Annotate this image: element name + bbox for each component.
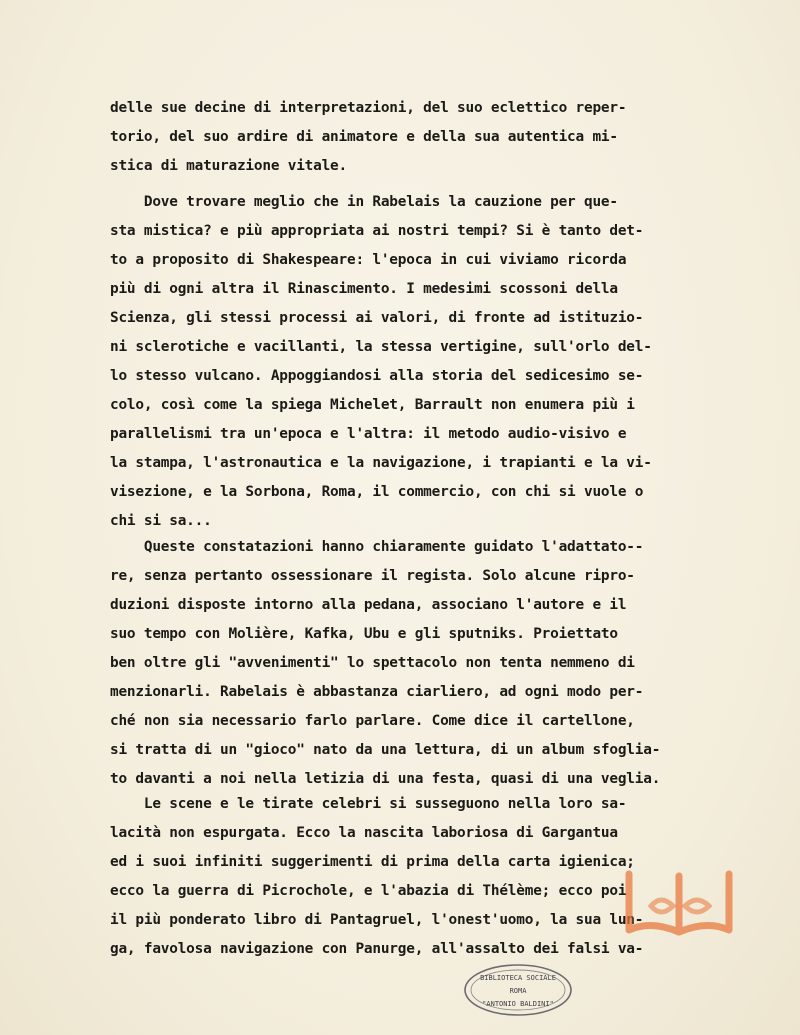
text-line: la stampa, l'astronautica e la navigazione, i trapianti e la vi- [110, 455, 652, 471]
text-line: Le scene e le tirate celebri si susseguono nella loro sa- [110, 796, 627, 812]
book-logo-icon [621, 866, 737, 942]
text-line: to a proposito di Shakespeare: l'epoca in cui viviamo ricorda [110, 252, 627, 268]
text-line: Queste constatazioni hanno chiaramente guidato l'adattato-- [110, 539, 644, 555]
text-line: re, senza pertanto ossessionare il regista. Solo alcune ripro- [110, 568, 635, 584]
stamp-line-2: ROMA [509, 987, 527, 995]
text-line: più di ogni altra il Rinascimento. I medesimi scossoni della [110, 281, 618, 297]
text-line: torio, del suo ardire di animatore e della sua autentica mi- [110, 129, 618, 145]
text-line: si tratta di un "gioco" nato da una lettura, di un album sfoglia- [110, 742, 661, 758]
text-line: lo stesso vulcano. Appoggiandosi alla storia del sedicesimo se- [110, 368, 644, 384]
text-line: ni sclerotiche e vacillanti, la stessa vertigine, sull'orlo del- [110, 339, 652, 355]
text-line: ben oltre gli "avvenimenti" lo spettacolo non tenta nemmeno di [110, 655, 635, 671]
text-line: Scienza, gli stessi processi ai valori, di fronte ad istituzio- [110, 310, 644, 326]
text-line: visezione, e la Sorbona, Roma, il commercio, con chi si vuole o [110, 484, 644, 500]
text-line: menzionarli. Rabelais è abbastanza ciarliero, ad ogni modo per- [110, 684, 644, 700]
paragraph-2 [110, 188, 720, 536]
text-line: stica di maturazione vitale. [110, 158, 347, 174]
text-line: parallelismi tra un'epoca e l'altra: il metodo audio-visivo e [110, 426, 627, 442]
text-line: delle sue decine di interpretazioni, del suo eclettico reper- [110, 100, 627, 116]
text-line: ed i suoi infiniti suggerimenti di prima della carta igienica; [110, 854, 635, 870]
stamp-line-3: "ANTONIO BALDINI" [482, 1000, 554, 1008]
text-line: sta mistica? e più appropriata ai nostri tempi? Si è tanto det- [110, 223, 644, 239]
text-line: il più ponderato libro di Pantagruel, l'onest'uomo, la sua lun- [110, 912, 644, 928]
text-line: chi si sa... [110, 513, 212, 529]
text-line: ecco la guerra di Picrochole, e l'abazia di Thélème; ecco poi [110, 883, 627, 899]
text-line: ché non sia necessario farlo parlare. Come dice il cartellone, [110, 713, 635, 729]
text-line: suo tempo con Molière, Kafka, Ubu e gli sputniks. Proiettato [110, 626, 618, 642]
text-line: lacità non espurgata. Ecco la nascita laboriosa di Gargantua [110, 825, 618, 841]
text-line: duzioni disposte intorno alla pedana, associano l'autore e il [110, 597, 627, 613]
paragraph-1 [110, 94, 720, 181]
text-line: Dove trovare meglio che in Rabelais la cauzione per que- [110, 194, 618, 210]
text-line: colo, così come la spiega Michelet, Barrault non enumera più i [110, 397, 635, 413]
text-line: ga, favolosa navigazione con Panurge, all'assalto dei falsi va- [110, 941, 644, 957]
paragraph-3 [110, 533, 720, 794]
stamp-line-1: BIBLIOTECA SOCIALE [480, 974, 556, 982]
library-stamp [462, 962, 574, 1018]
text-line: to davanti a noi nella letizia di una festa, quasi di una veglia. [110, 771, 661, 787]
